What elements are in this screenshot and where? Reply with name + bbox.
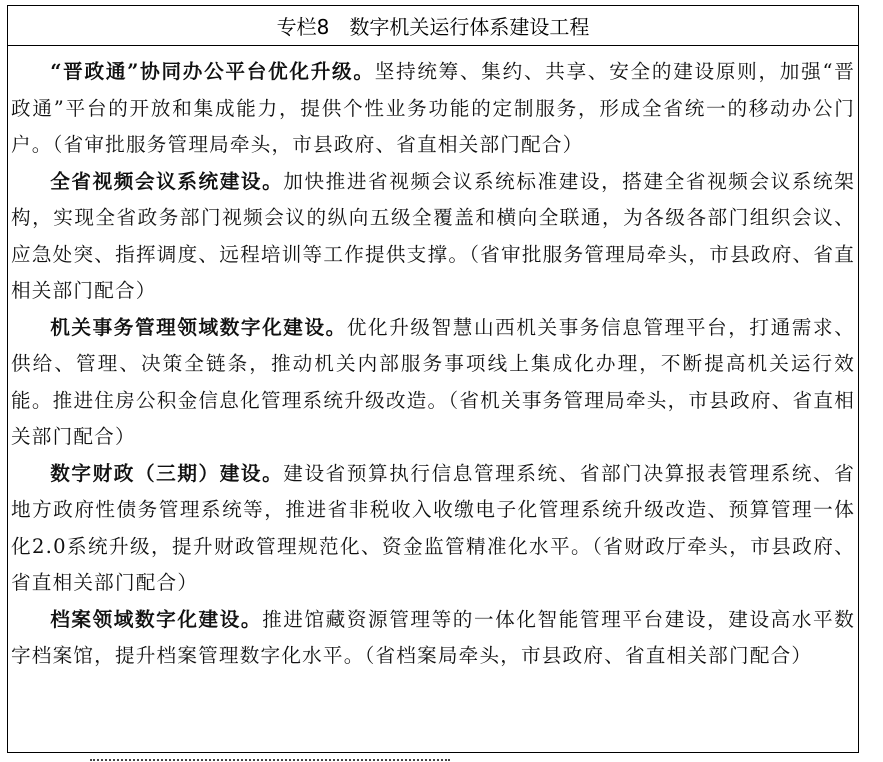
item-lead: 机关事务管理领域数字化建设。 — [50, 315, 347, 339]
item-body: 优化升级智慧山西机关事务信息管理平台，打通需求、供给、管理、决策全链条，推动机关内部服务事项线上集成化办理，不断提高机关运行效能。推进住房公积金信息化管理系统升级改造。（省机关事务管理局牵头，市县政府、省直相关部门配合） — [11, 315, 855, 448]
item-lead: “晋政通”协同办公平台优化升级。 — [50, 60, 375, 83]
item-lead: 全省视频会议系统建设。 — [50, 169, 284, 193]
item-paragraph — [11, 54, 855, 164]
info-box — [7, 5, 859, 753]
item-paragraph — [11, 164, 855, 310]
item-lead: 档案领域数字化建设。 — [50, 607, 263, 631]
cut-off-text-line — [90, 755, 450, 762]
item-body: 坚持统筹、集约、共享、安全的建设原则，加强“晋政通”平台的开放和集成能力，提供个性业务功能的定制服务，形成全省统一的移动办公门户。（省审批服务管理局牵头，市县政府、省直相关部门配合） — [11, 60, 855, 156]
item-body: 加快推进省视频会议系统标准建设，搭建全省视频会议系统架构，实现全省政务部门视频会议的纵向五级全覆盖和横向全联通，为各级各部门组织会议、应急处突、指挥调度、远程培训等工作提供支撑。（省审批服务管理局牵头，市县政府、省直相关部门配合） — [11, 169, 855, 302]
item-lead: 数字财政（三期）建设。 — [50, 461, 284, 485]
item-paragraph — [11, 602, 855, 675]
item-paragraph — [11, 456, 855, 602]
item-paragraph — [11, 310, 855, 456]
item-body: 推进馆藏资源管理等的一体化智能管理平台建设，建设高水平数字档案馆，提升档案管理数字化水平。（省档案局牵头，市县政府、省直相关部门配合） — [11, 607, 856, 667]
box-content — [8, 46, 858, 675]
item-body: 建设省预算执行信息管理系统、省部门决算报表管理系统、省地方政府性债务管理系统等，推进省非税收入收缴电子化管理系统升级改造、预算管理一体化2.0系统升级，提升财政管理规范化、资金监管精准化水平。（省财政厅牵头，市县政府、省直相关部门配合） — [11, 461, 855, 594]
box-title: 专栏8 数字机关运行体系建设工程 — [8, 6, 858, 46]
